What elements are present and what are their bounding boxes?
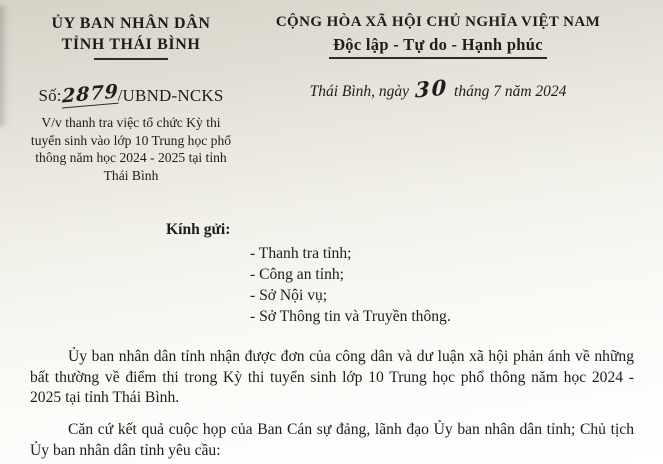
dateline — [248, 76, 628, 101]
issuer-name-line2: TỈNH THÁI BÌNH — [61, 36, 201, 53]
recipient-item: - Thanh tra tỉnh; — [250, 244, 352, 262]
recipient-item: - Công an tỉnh; — [250, 265, 344, 283]
body-paragraph: Ủy ban nhân dân tỉnh nhận được đơn của công dân và dư luận xã hội phản ánh về những bất thường về điểm thi trong Kỳ thi tuyển sinh lớp 10 Trung học phổ thông năm học 2024 - 2025 tại tỉnh Thái Bình. — [30, 347, 634, 407]
national-motto: Độc lập - Tự do - Hạnh phúc — [329, 34, 547, 59]
national-header-block — [248, 12, 628, 101]
issuer-underline — [94, 58, 168, 60]
scan-artifact — [0, 6, 8, 126]
national-header-line1: CỘNG HÒA XÃ HỘI CHỦ NGHĨA VIỆT NAM — [275, 14, 601, 30]
document-number-suffix: /UBND-NCKS — [117, 86, 224, 105]
dateline-after-day: tháng 7 năm 2024 — [454, 83, 567, 100]
dateline-handwritten-day: 30 — [414, 74, 449, 103]
document-number-line — [26, 80, 236, 108]
issuer-header-block — [26, 13, 236, 184]
document-number-handwritten: 2879 — [61, 80, 119, 108]
issuer-name-line1: ỦY BAN NHÂN DÂN — [51, 15, 211, 32]
document-subject: V/v thanh tra việc tổ chức Kỳ thi tuyển sinh vào lớp 10 Trung học phổ thông năm học 2024 - 2025 tại tỉnh Thái Bình — [30, 115, 232, 183]
salutation: Kính gửi: — [166, 221, 231, 238]
document-body — [30, 220, 634, 462]
recipient-item: - Sở Thông tin và Truyền thông. — [250, 307, 451, 325]
recipient-item: - Sở Nội vụ; — [250, 286, 328, 304]
recipient-list — [250, 243, 634, 327]
body-paragraph: Căn cứ kết quả cuộc họp của Ban Cán sự đảng, lãnh đạo Ủy ban nhân dân tỉnh; Chủ tịch Ủy ban nhân dân tỉnh yêu cầu: — [30, 421, 634, 459]
dateline-before-day: Thái Bình, ngày — [309, 83, 410, 100]
document-number-prefix: Số: — [38, 86, 62, 105]
